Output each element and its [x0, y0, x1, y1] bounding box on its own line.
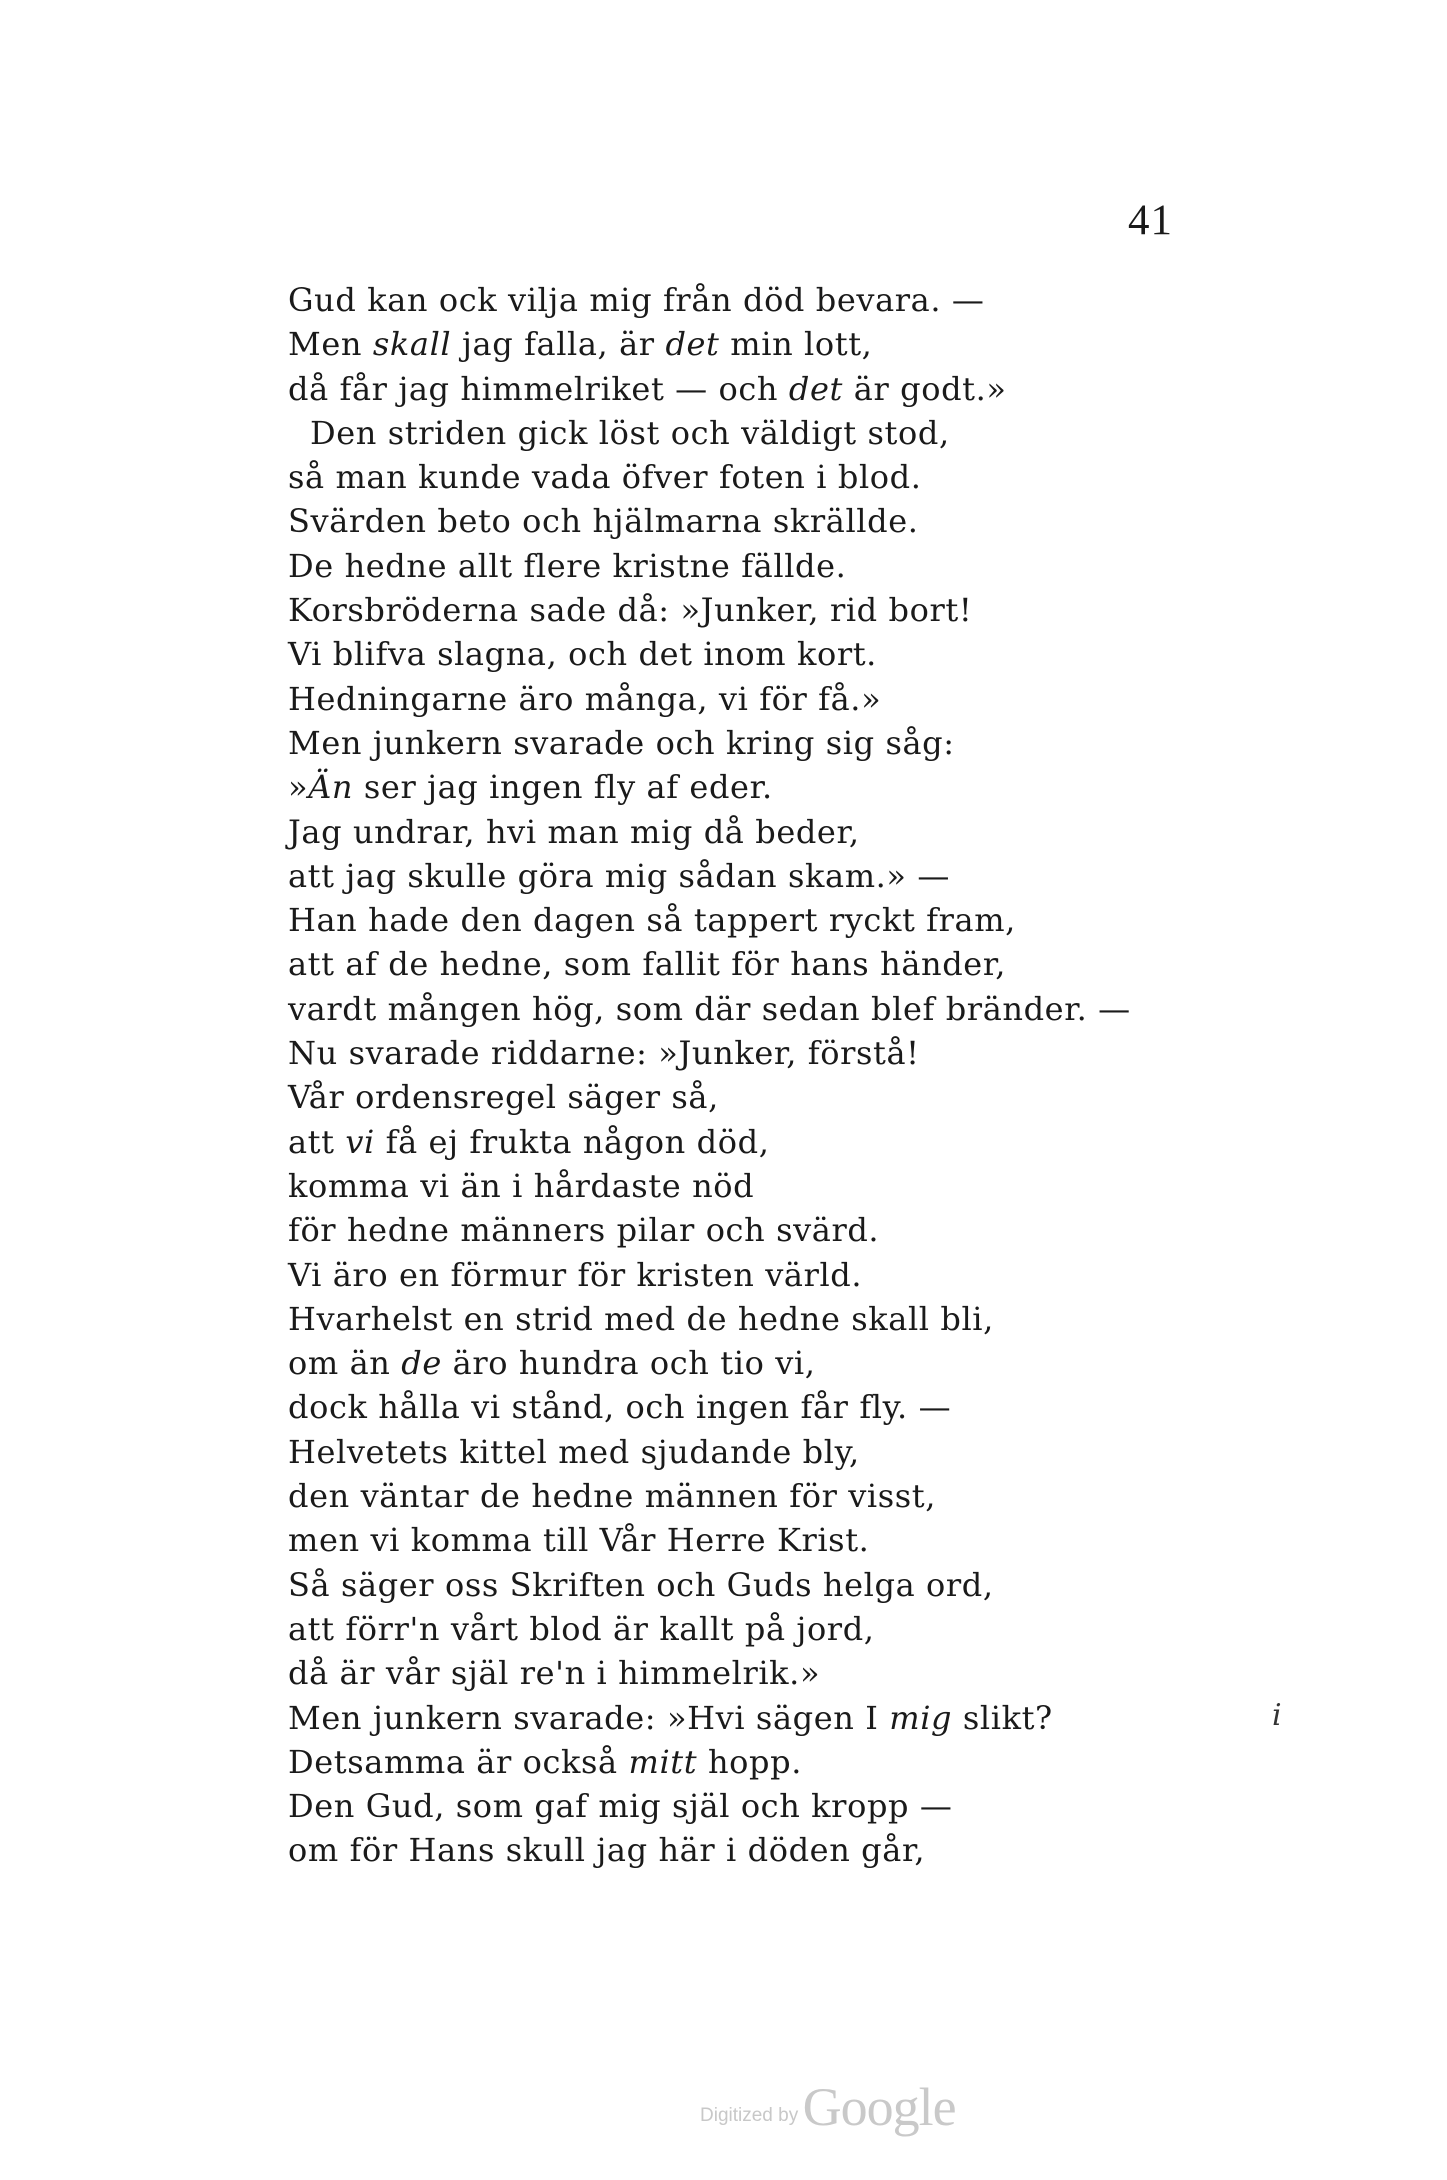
line-text: att jag skulle göra mig sådan skam.» —: [288, 856, 950, 895]
line-text: jag falla, är: [451, 325, 666, 364]
line-text: att: [288, 1122, 346, 1161]
line-text: slikt?: [952, 1698, 1053, 1737]
poem-line: [288, 1784, 1288, 1828]
page-number: 41: [1128, 197, 1173, 244]
poem-line: [288, 1031, 1288, 1075]
line-text: min lott,: [719, 325, 873, 364]
line-text: Vår ordensregel säger så,: [288, 1078, 719, 1117]
line-text: är godt.»: [843, 369, 1007, 408]
line-text: Den Gud, som gaf mig själ och kropp —: [288, 1787, 953, 1826]
line-text: Svärden beto och hjälmarna skrällde.: [288, 502, 919, 541]
line-text: Vi äro en förmur för kristen värld.: [288, 1255, 863, 1294]
poem-line: [288, 1518, 1288, 1562]
line-text: Detsamma är också: [288, 1742, 629, 1781]
poem-line: [288, 898, 1288, 942]
watermark-prefix: Digitized by: [700, 2105, 799, 2126]
poem-line: [288, 1828, 1288, 1872]
line-text: så man kunde vada öfver foten i blod.: [288, 458, 922, 497]
line-text: Men junkern svarade och kring sig såg:: [288, 723, 955, 762]
emphasized-word: vi: [345, 1122, 375, 1161]
poem-text: [288, 278, 1288, 1873]
line-text: Men junkern svarade: »Hvi sägen I: [288, 1698, 890, 1737]
poem-line: [288, 1120, 1288, 1164]
line-text: Så säger oss Skriften och Guds helga ord,: [288, 1565, 994, 1604]
poem-line: [288, 677, 1288, 721]
emphasized-word: skall: [372, 325, 452, 364]
line-text: Vi blifva slagna, och det inom kort.: [288, 635, 877, 674]
poem-line: [288, 1341, 1288, 1385]
line-text: om än: [288, 1344, 402, 1383]
poem-line: [288, 1164, 1288, 1208]
line-text: komma vi än i hårdaste nöd: [288, 1166, 755, 1205]
poem-line: [288, 588, 1288, 632]
line-text: den väntar de hedne männen för visst,: [288, 1477, 937, 1516]
poem-line: [288, 322, 1288, 366]
poem-line: [288, 1253, 1288, 1297]
poem-line: [288, 455, 1288, 499]
line-text: Den striden gick löst och väldigt stod,: [310, 413, 950, 452]
poem-line: [288, 810, 1288, 854]
line-text: Jag undrar, hvi man mig då beder,: [288, 812, 860, 851]
line-text: Hedningarne äro många, vi för få.»: [288, 679, 882, 718]
poem-line: [288, 1075, 1288, 1119]
emphasized-word: mig: [889, 1698, 953, 1737]
poem-line: [288, 854, 1288, 898]
line-text: Hvarhelst en strid med de hedne skall bli,: [288, 1299, 994, 1338]
poem-line: [288, 765, 1288, 809]
poem-line: [288, 942, 1288, 986]
line-text: men vi komma till Vår Herre Krist.: [288, 1521, 870, 1560]
line-text: för hedne männers pilar och svärd.: [288, 1211, 880, 1250]
poem-line: [288, 411, 1288, 455]
poem-line: [288, 1474, 1288, 1518]
line-text: att af de hedne, som fallit för hans händer,: [288, 945, 1006, 984]
poem-line: [288, 1651, 1288, 1695]
poem-line: [288, 544, 1288, 588]
poem-line: [288, 1385, 1288, 1429]
poem-line: [288, 1430, 1288, 1474]
line-text: Korsbröderna sade då: »Junker, rid bort!: [288, 591, 973, 630]
line-text: få ej frukta någon död,: [374, 1122, 770, 1161]
poem-line: [288, 1696, 1288, 1740]
line-text: då är vår själ re'n i himmelrik.»: [288, 1654, 821, 1693]
poem-line: [288, 1607, 1288, 1651]
poem-line: [288, 1297, 1288, 1341]
poem-line: [288, 1208, 1288, 1252]
line-text: Nu svarade riddarne: »Junker, förstå!: [288, 1034, 920, 1073]
poem-line: [288, 632, 1288, 676]
emphasized-word: de: [401, 1344, 442, 1383]
emphasized-word: mitt: [628, 1742, 698, 1781]
line-text: ser jag ingen fly af eder.: [353, 768, 773, 807]
emphasized-word: det: [665, 325, 720, 364]
google-logo: Google: [802, 2077, 956, 2137]
line-text: att förr'n vårt blod är kallt på jord,: [288, 1609, 875, 1648]
poem-line: [288, 499, 1288, 543]
line-text: Helvetets kittel med sjudande bly,: [288, 1432, 860, 1471]
line-text: då får jag himmelriket — och: [288, 369, 789, 408]
line-text: om för Hans skull jag här i döden går,: [288, 1831, 926, 1870]
poem-line: [288, 1740, 1288, 1784]
poem-line: [288, 721, 1288, 765]
poem-line: [288, 1563, 1288, 1607]
line-text: De hedne allt flere kristne fällde.: [288, 546, 847, 585]
emphasized-word: Än: [308, 768, 354, 807]
poem-line: [288, 987, 1288, 1031]
line-text: hopp.: [697, 1742, 802, 1781]
line-text: dock hålla vi stånd, och ingen får fly. —: [288, 1388, 952, 1427]
emphasized-word: det: [788, 369, 844, 408]
margin-mark: i: [1272, 1698, 1282, 1733]
line-text: Han hade den dagen så tappert ryckt fram,: [288, 901, 1016, 940]
poem-line: [288, 367, 1288, 411]
line-text: vardt mången hög, som där sedan blef bränder. —: [288, 989, 1131, 1028]
poem-line: [288, 278, 1288, 322]
digitized-watermark: [700, 2076, 956, 2138]
line-text: Men: [288, 325, 373, 364]
line-text: Gud kan ock vilja mig från död bevara. —: [288, 281, 985, 319]
line-text: »: [288, 768, 309, 807]
line-text: äro hundra och tio vi,: [441, 1344, 816, 1383]
